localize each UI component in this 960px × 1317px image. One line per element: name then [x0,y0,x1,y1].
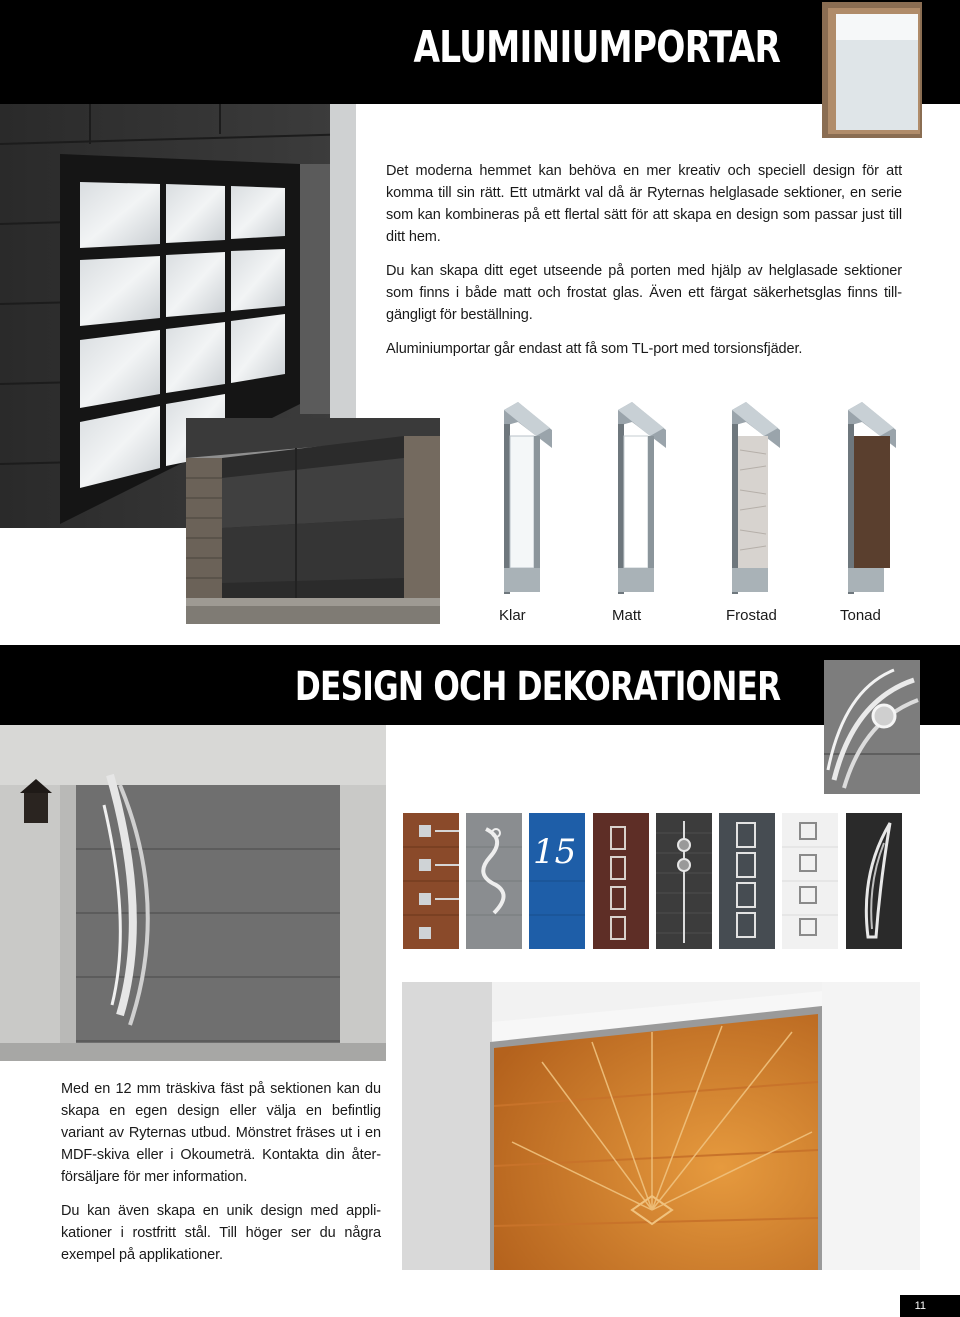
aluminium-description [386,160,902,372]
glass-profile-tonad [842,400,898,596]
sample-black-flame [846,813,902,949]
sample-brown-frames [593,813,649,949]
glass-label-frostad: Frostad [726,607,777,624]
paragraph: Med en 12 mm träskiva fäst på sektionen kan du skapa en egen design eller välja en befintlig variant av Ryternas utbud. Mönstret fräses ut i en MDF-skiva eller i Okoumeträ. Kontakta din åter-försäljare för mer information. [61,1081,381,1185]
paragraph: Du kan skapa ditt eget utseende på porten med hjälp av helglasade sektioner som finns i både matt och frostat glas. Även ett färgat säkerhetsglas finns till-gängligt för beställning. [386,263,902,323]
page-number-tab [900,1295,960,1317]
wood-sunburst-door-photo [402,982,920,1270]
glass-label-matt: Matt [612,607,642,624]
glass-profile-klar [498,400,554,596]
decoration-detail-thumbnail [824,660,920,794]
glass-label-tonad: Tonad [840,607,881,624]
sample-dark-rings [656,813,712,949]
design-description [61,1078,381,1278]
sample-white-squares [782,813,838,949]
sample-wood-squares [403,813,459,949]
sample-grey-swirl [466,813,522,949]
glass-profile-thumbnail [822,2,922,138]
glass-profile-frostad [726,400,782,596]
sample-blue-number [529,813,585,949]
sample-slate-squares [719,813,775,949]
decorated-grey-door-photo [0,725,386,1061]
paragraph: Det moderna hemmet kan behöva en mer kreativ och speciell design för att komma till sin rätt. Ett utmärkt val då är Ryternas helglasade sektioner, en serie som kan kombineras på ett flertal sätt för att skapa en design som passar just till ditt hem. [386,163,902,245]
page-number: 11 [914,1300,926,1312]
glass-label-klar: Klar [499,607,526,624]
house-number: 15 [533,832,577,872]
glass-profile-matt [612,400,668,596]
tinted-glass-door-photo [186,418,440,624]
section-title-design: DESIGN OCH DEKORATIONER [294,664,780,710]
section-title-aluminiumportar: ALUMINIUMPORTAR [413,22,780,73]
paragraph: Du kan även skapa en unik design med appli-kationer i rostfritt stål. Till höger ser du några exempel på applikationer. [61,1203,381,1263]
paragraph: Aluminiumportar går endast att få som TL-port med torsionsfjäder. [386,341,803,357]
